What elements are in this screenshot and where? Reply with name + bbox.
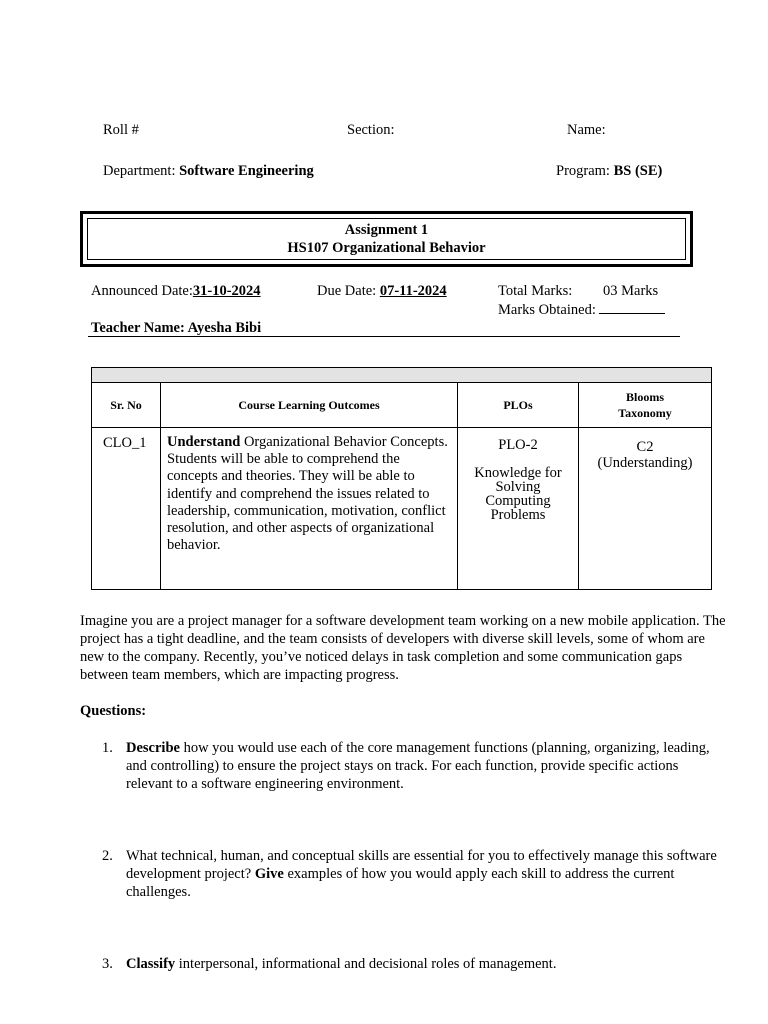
clo-verb: Understand — [167, 434, 241, 450]
questions-heading: Questions: — [80, 703, 147, 719]
program-value: BS (SE) — [613, 163, 663, 179]
marks-obtained — [498, 301, 665, 319]
clo-table — [91, 367, 712, 590]
table-row — [92, 428, 712, 590]
blooms-level: C2 — [636, 439, 654, 455]
header-sr-no: Sr. No — [92, 383, 161, 428]
plo-desc-line2: Solving — [495, 479, 541, 495]
blooms-level-name: (Understanding) — [597, 455, 693, 471]
clo-sr-cell: CLO_1 — [92, 428, 161, 590]
header-plos: PLOs — [458, 383, 579, 428]
announced-date — [91, 283, 261, 300]
clo-description: Organizational Behavior Concepts. Students will be able to comprehend the concepts and theories. They will be able to identify and comprehend the issues related to leadership, communication, motivation, conflict resolution, and other aspects of organizational behavior. — [167, 434, 448, 554]
department-value: Software Engineering — [179, 163, 314, 179]
marks-obtained-blank — [599, 301, 665, 314]
due-date-value: 07-11-2024 — [379, 283, 447, 299]
due-date — [317, 283, 447, 300]
assignment-title-inner — [87, 218, 686, 260]
header-blooms — [579, 383, 712, 428]
due-date-label: Due Date: — [317, 283, 377, 299]
header-clo: Course Learning Outcomes — [161, 383, 458, 428]
plo-desc-line4: Problems — [490, 507, 546, 523]
table-shaded-cell — [92, 368, 712, 383]
marks-obtained-label: Marks Obtained: — [498, 302, 596, 318]
plo-cell — [458, 428, 579, 590]
clo-description-cell — [161, 428, 458, 590]
total-marks-label: Total Marks: — [498, 283, 573, 299]
plo-code: PLO-2 — [498, 437, 538, 453]
question-text-pre: What technical, human, and conceptual skills are essential for you to effectively manage this software development project? — [126, 848, 717, 882]
department-field — [103, 163, 314, 180]
question-text — [126, 847, 726, 901]
plo-desc-line3: Computing — [485, 493, 551, 509]
header-blooms-line1: Blooms — [625, 390, 664, 404]
question-keyword: Describe — [126, 740, 180, 756]
teacher-underline — [88, 336, 680, 337]
header-blooms-line2: Taxonomy — [618, 406, 672, 420]
question-text-post: examples of how you would apply each skill to address the current challenges. — [126, 866, 675, 900]
scenario-paragraph: Imagine you are a project manager for a software development team working on a new mobile application. The project has a tight deadline, and the team consists of developers with diverse skill levels, some of whom are new to the company. Recently, you’ve noticed delays in task completion and some communication gaps between team members, which are impacting progress. — [80, 613, 726, 683]
plo-desc-line1: Knowledge for — [474, 465, 562, 481]
table-header-row — [92, 383, 712, 428]
program-label: Program: — [556, 163, 610, 179]
assignment-title: Assignment 1 — [344, 222, 429, 238]
section-label: Section: — [347, 122, 395, 138]
roll-label: Roll # — [103, 122, 139, 138]
question-number: 2. — [102, 848, 113, 864]
question-text-post: how you would use each of the core management functions (planning, organizing, leading, and controlling) to ensure the project stays on track. For each function, provide specific actions relevant to a software engineering environment. — [126, 740, 710, 792]
announced-date-label: Announced Date: — [91, 283, 193, 299]
question-text-post: interpersonal, informational and decisional roles of management. — [175, 956, 557, 972]
department-label: Department: — [103, 163, 176, 179]
teacher-name: Teacher Name: Ayesha Bibi — [91, 320, 262, 336]
question-number: 1. — [102, 740, 113, 756]
program-field — [556, 163, 662, 180]
question-keyword: Classify — [126, 956, 176, 972]
name-label: Name: — [567, 122, 606, 138]
course-title: HS107 Organizational Behavior — [287, 240, 486, 256]
question-number: 3. — [102, 956, 113, 972]
question-text — [126, 739, 726, 793]
total-marks-value: 03 Marks — [603, 283, 659, 299]
table-shaded-row — [92, 368, 712, 383]
assignment-title-box — [80, 211, 693, 267]
announced-date-value: 31-10-2024 — [192, 283, 261, 299]
question-keyword: Give — [254, 866, 284, 882]
blooms-cell — [579, 428, 712, 590]
question-text — [126, 955, 726, 973]
